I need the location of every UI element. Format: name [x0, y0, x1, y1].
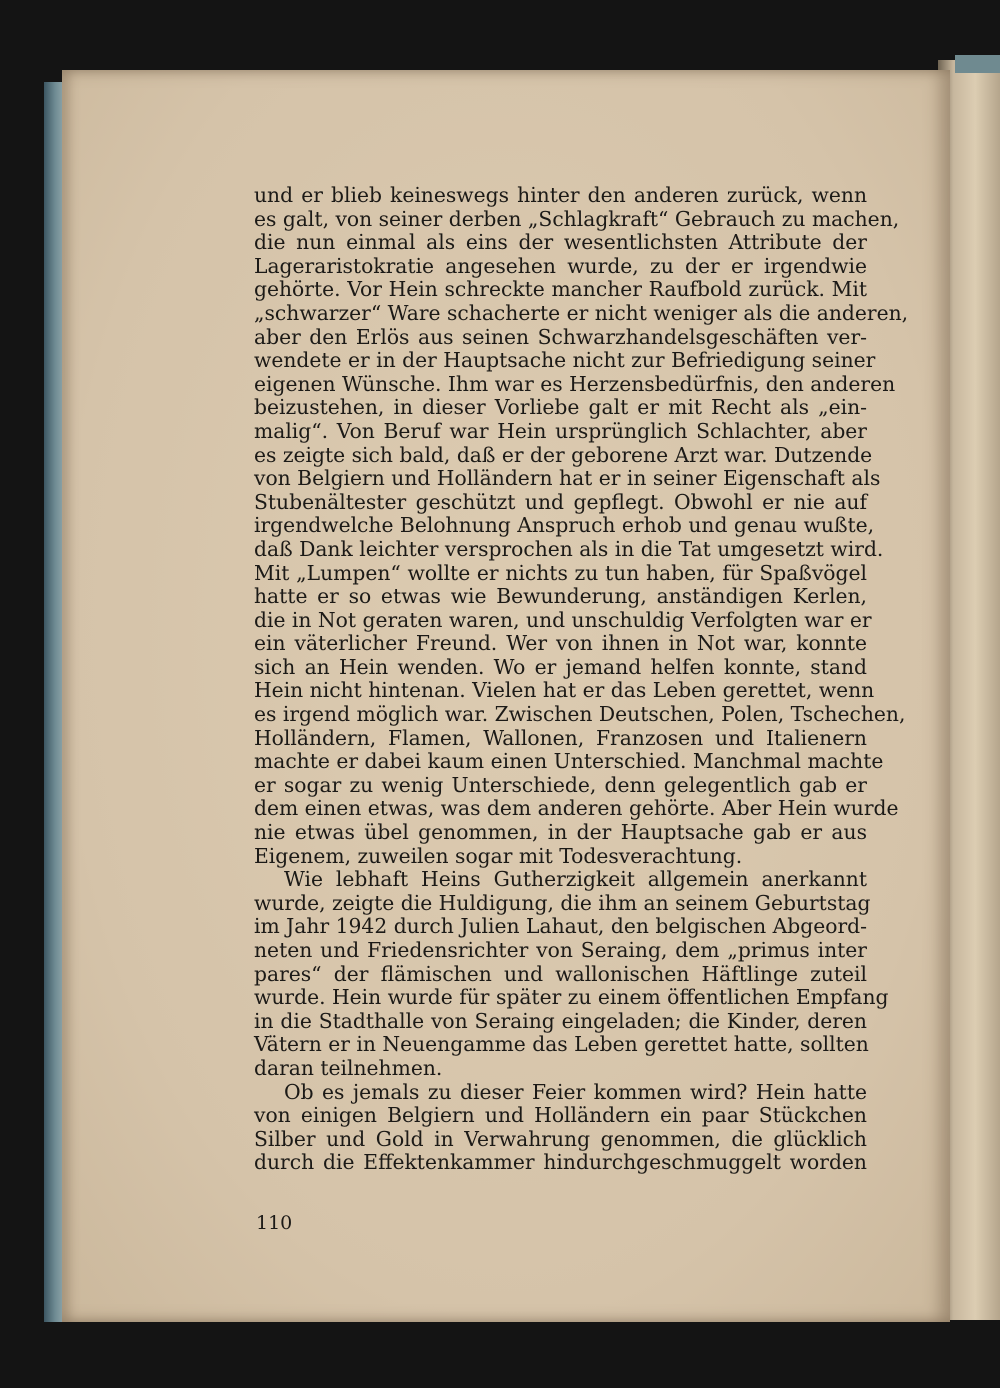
text-line: es irgend möglich war. Zwischen Deutschen, Polen, Tschechen,	[254, 702, 906, 727]
text-line: malig“. Von Beruf war Hein ursprünglich Schlachter, aber	[254, 418, 867, 443]
text-line: es zeigte sich bald, daß er der geborene Arzt war. Dutzende	[254, 442, 873, 467]
text-line: nie etwas übel genommen, in der Hauptsache gab er aus	[254, 820, 867, 845]
text-line: von Belgiern und Holländern hat er in seiner Eigenschaft als	[254, 466, 881, 491]
text-line: Mit „Lumpen“ wollte er nichts zu tun haben, für Spaßvögel	[254, 560, 867, 585]
text-line-paragraph-end: Eigenem, zuweilen sogar mit Todesverachtung.	[254, 843, 743, 868]
text-line: es galt, von seiner derben „Schlagkraft“ Gebrauch zu machen,	[254, 206, 900, 231]
text-line: irgendwelche Belohnung Anspruch erhob und genau wußte,	[254, 513, 875, 538]
text-line: Stubenältester geschützt und gepflegt. Obwohl er nie auf	[254, 489, 867, 514]
text-line: durch die Effektenkammer hindurchgeschmuggelt worden	[254, 1150, 867, 1175]
text-line: gehörte. Vor Hein schreckte mancher Raufbold zurück. Mit	[254, 277, 867, 302]
text-line: Silber und Gold in Verwahrung genommen, die glücklich	[254, 1126, 867, 1151]
text-line: wendete er in der Hauptsache nicht zur Befriedigung seiner	[254, 348, 876, 373]
text-line: „schwarzer“ Ware schacherte er nicht weniger als die anderen,	[254, 300, 909, 325]
text-line: im Jahr 1942 durch Julien Lahaut, den belgischen Abgeord-	[254, 914, 867, 939]
text-line: Hein nicht hintenan. Vielen hat er das Leben gerettet, wenn	[254, 678, 875, 703]
text-line: hatte er so etwas wie Bewunderung, anständigen Kerlen,	[254, 584, 867, 609]
text-line: machte er dabei kaum einen Unterschied. Manchmal machte	[254, 749, 884, 774]
text-line: die nun einmal als eins der wesentlichsten Attribute der	[254, 230, 867, 255]
text-line: die in Not geraten waren, und unschuldig Verfolgten war er	[254, 607, 872, 632]
text-line: ein väterlicher Freund. Wer von ihnen in Not war, konnte	[254, 631, 867, 656]
text-line: daß Dank leichter versprochen als in die Tat umgesetzt wird.	[254, 536, 884, 561]
text-line: Lageraristokratie angesehen wurde, zu der er irgendwie	[254, 253, 867, 278]
text-line: aber den Erlös aus seinen Schwarzhandelsgeschäften ver-	[254, 324, 867, 349]
text-line: dem einen etwas, was dem anderen gehörte. Aber Hein wurde	[254, 796, 899, 821]
text-line: eigenen Wünsche. Ihm war es Herzensbedürfnis, den anderen	[254, 371, 896, 396]
text-line: Vätern er in Neuengamme das Leben gerettet hatte, sollten	[254, 1032, 869, 1057]
text-line: pares“ der flämischen und wallonischen Häftlinge zuteil	[254, 961, 867, 986]
text-line: sich an Hein wenden. Wo er jemand helfen konnte, stand	[254, 654, 867, 679]
text-line-paragraph-end: daran teilnehmen.	[254, 1055, 443, 1080]
text-line-paragraph-start: Ob es jemals zu dieser Feier kommen wird? Hein hatte	[284, 1079, 867, 1104]
text-line: wurde, zeigte die Huldigung, die ihm an seinem Geburtstag	[254, 890, 871, 915]
adjacent-cover-edge	[955, 55, 1000, 73]
text-line: in die Stadthalle von Seraing eingeladen; die Kinder, deren	[254, 1008, 867, 1033]
text-line-paragraph-start: Wie lebhaft Heins Gutherzigkeit allgemein anerkannt	[284, 867, 867, 892]
text-line: von einigen Belgiern und Holländern ein paar Stückchen	[254, 1103, 867, 1128]
text-line: und er blieb keineswegs hinter den anderen zurück, wenn	[254, 183, 867, 207]
text-line: er sogar zu wenig Unterschiede, denn gelegentlich gab er	[254, 772, 867, 797]
text-line: neten und Friedensrichter von Seraing, dem „primus inter	[254, 938, 867, 962]
text-line: wurde. Hein wurde für später zu einem öffentlichen Empfang	[254, 985, 889, 1010]
text-line: Holländern, Flamen, Wallonen, Franzosen und Italienern	[254, 725, 867, 750]
body-text	[254, 183, 909, 1175]
text-line: beizustehen, in dieser Vorliebe galt er mit Recht als „ein-	[254, 395, 867, 420]
page-number: 110	[256, 1212, 293, 1234]
